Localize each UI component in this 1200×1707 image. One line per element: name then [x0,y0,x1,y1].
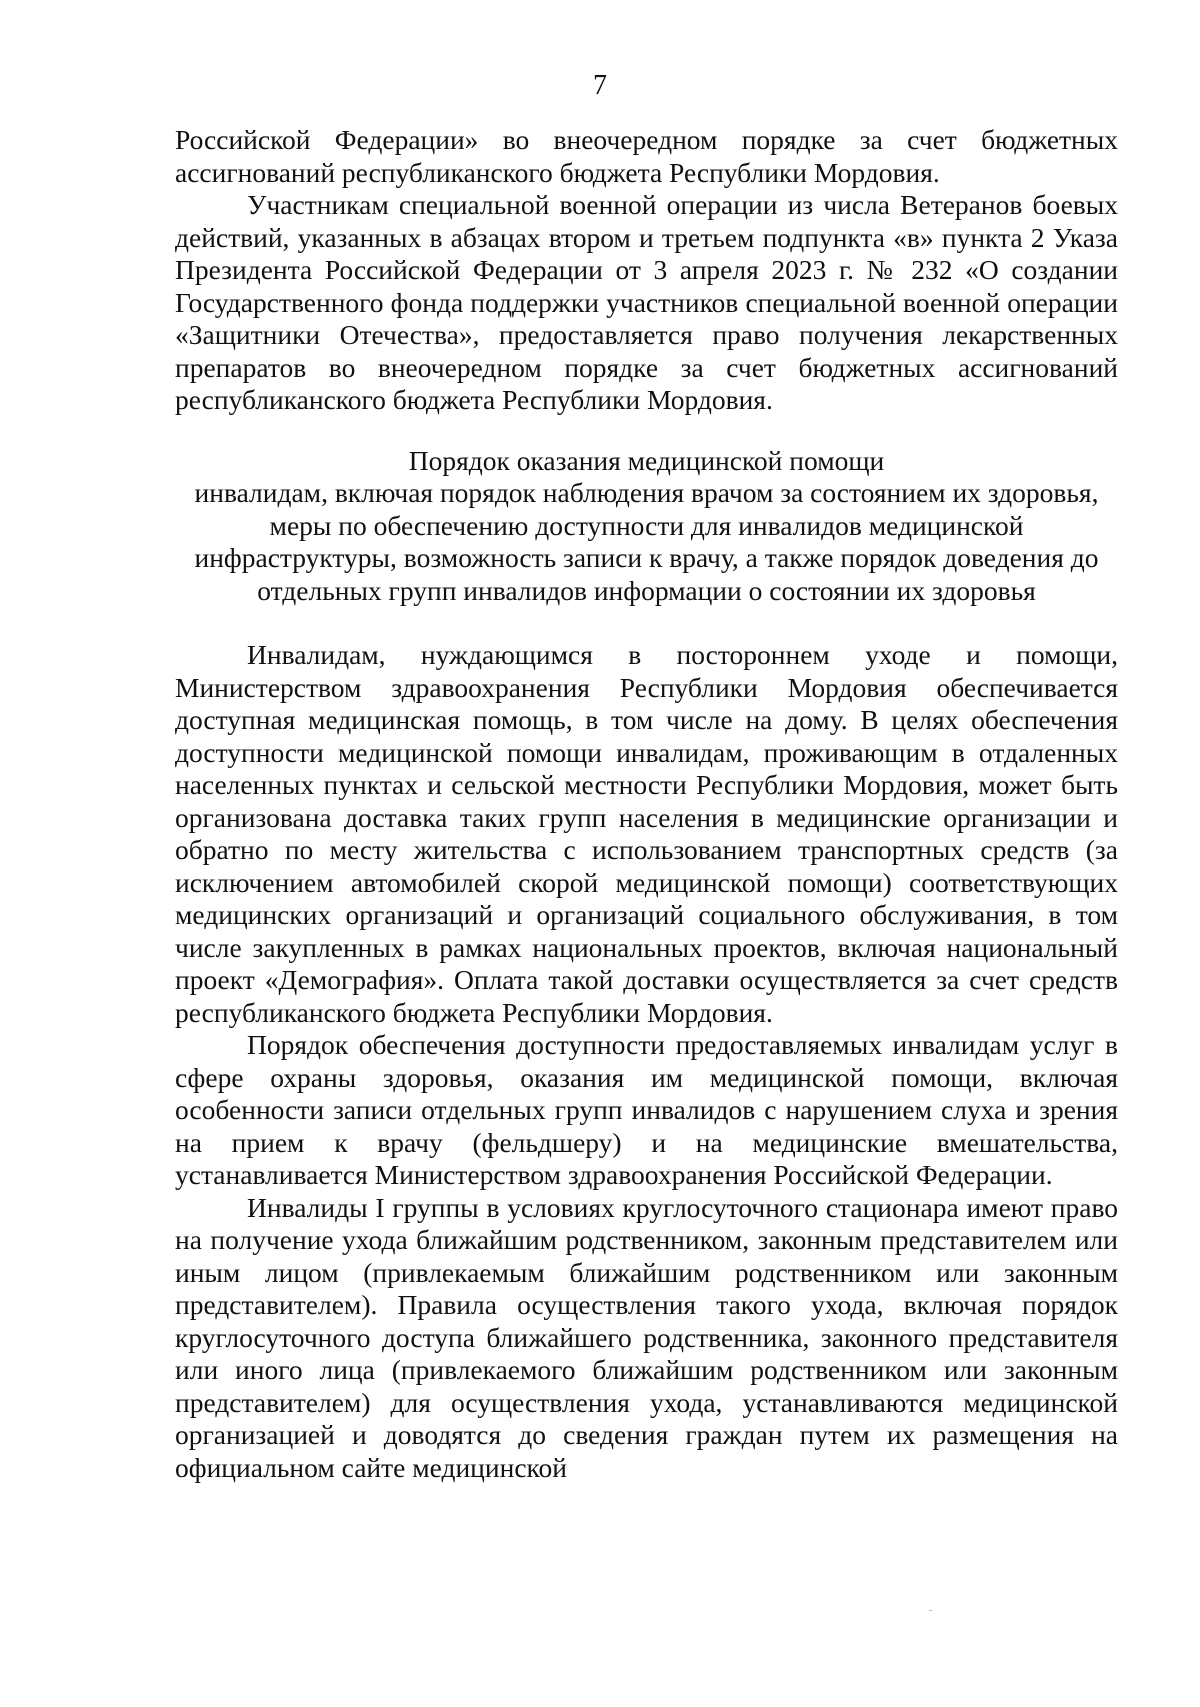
heading-line: инвалидам, включая порядок наблюдения врачом за состоянием их здоровья, [194,477,1099,508]
page-number: 7 [593,70,607,101]
heading-line: Порядок оказания медицинской помощи [408,444,885,476]
heading-line: инфраструктуры, возможность записи к врачу, а также порядок доведения до [194,542,1099,573]
paragraph-svo-veterans: Участникам специальной военной операции из числа Ветеранов боевых действий, указанных в абзацах втором и третьем подпункта «в» пункта 2 Указа Президента Российской Федерации от 3 апреля 2023 г. № 232 «О создании Государственного фонда поддержки участников специальной военной операции «Защитники Отечества», предоставляется право получения лекарственных препаратов во внеочередном порядке за счет бюджетных ассигнований республиканского бюджета Республики Мордовия. [175,189,1118,415]
scan-speck [929,1610,932,1611]
paragraph-accessibility: Порядок обеспечения доступности предоставляемых инвалидам услуг в сфере охраны здоровья, оказания им медицинской помощи, включая особенности записи отдельных групп инвалидов с нарушением слуха и зрения на прием к врачу (фельдшеру) и на медицинские вмешательства, устанавливается Министерством здравоохранения Российской Федерации. [175,1029,1118,1190]
paragraph-home-care: Инвалидам, нуждающимся в постороннем уходе и помощи, Министерством здравоохранения Республики Мордовия обеспечивается доступная медицинская помощь, в том числе на дому. В целях обеспечения доступности медицинской помощи инвалидам, проживающим в отдаленных населенных пунктах и сельской местности Республики Мордовия, может быть организована доставка таких групп населения в медицинские организации и обратно по месту жительства с использованием транспортных средств (за исключением автомобилей скорой медицинской помощи) соответствующих медицинских организаций и организаций социального обслуживания, в том числе закупленных в рамках национальных проектов, включая национальный проект «Демография». Оплата такой доставки осуществляется за счет средств республиканского бюджета Республики Мордовия. [175,639,1118,1028]
paragraph-continuation: Российской Федерации» во внеочередном порядке за счет бюджетных ассигнований республиканского бюджета Республики Мордовия. [175,124,1118,188]
paragraph-group-one-care: Инвалиды I группы в условиях круглосуточного стационара имеют право на получение ухода ближайшим родственником, законным представителем или иным лицом (привлекаемым ближайшим родственником или законным представителем). Правила осуществления такого ухода, включая порядок круглосуточного доступа ближайшего родственника, законного представителя или иного лица (привлекаемого ближайшим родственником или законным представителем) для осуществления ухода, устанавливаются медицинской организацией и доводятся до сведения граждан путем их размещения на официальном сайте медицинской [175,1191,1118,1483]
heading-line: меры по обеспечению доступности для инвалидов медицинской [269,509,1024,541]
heading-line: отдельных групп инвалидов информации о состоянии их здоровья [257,574,1036,606]
document-body [175,124,1118,1484]
section-heading [175,445,1118,608]
